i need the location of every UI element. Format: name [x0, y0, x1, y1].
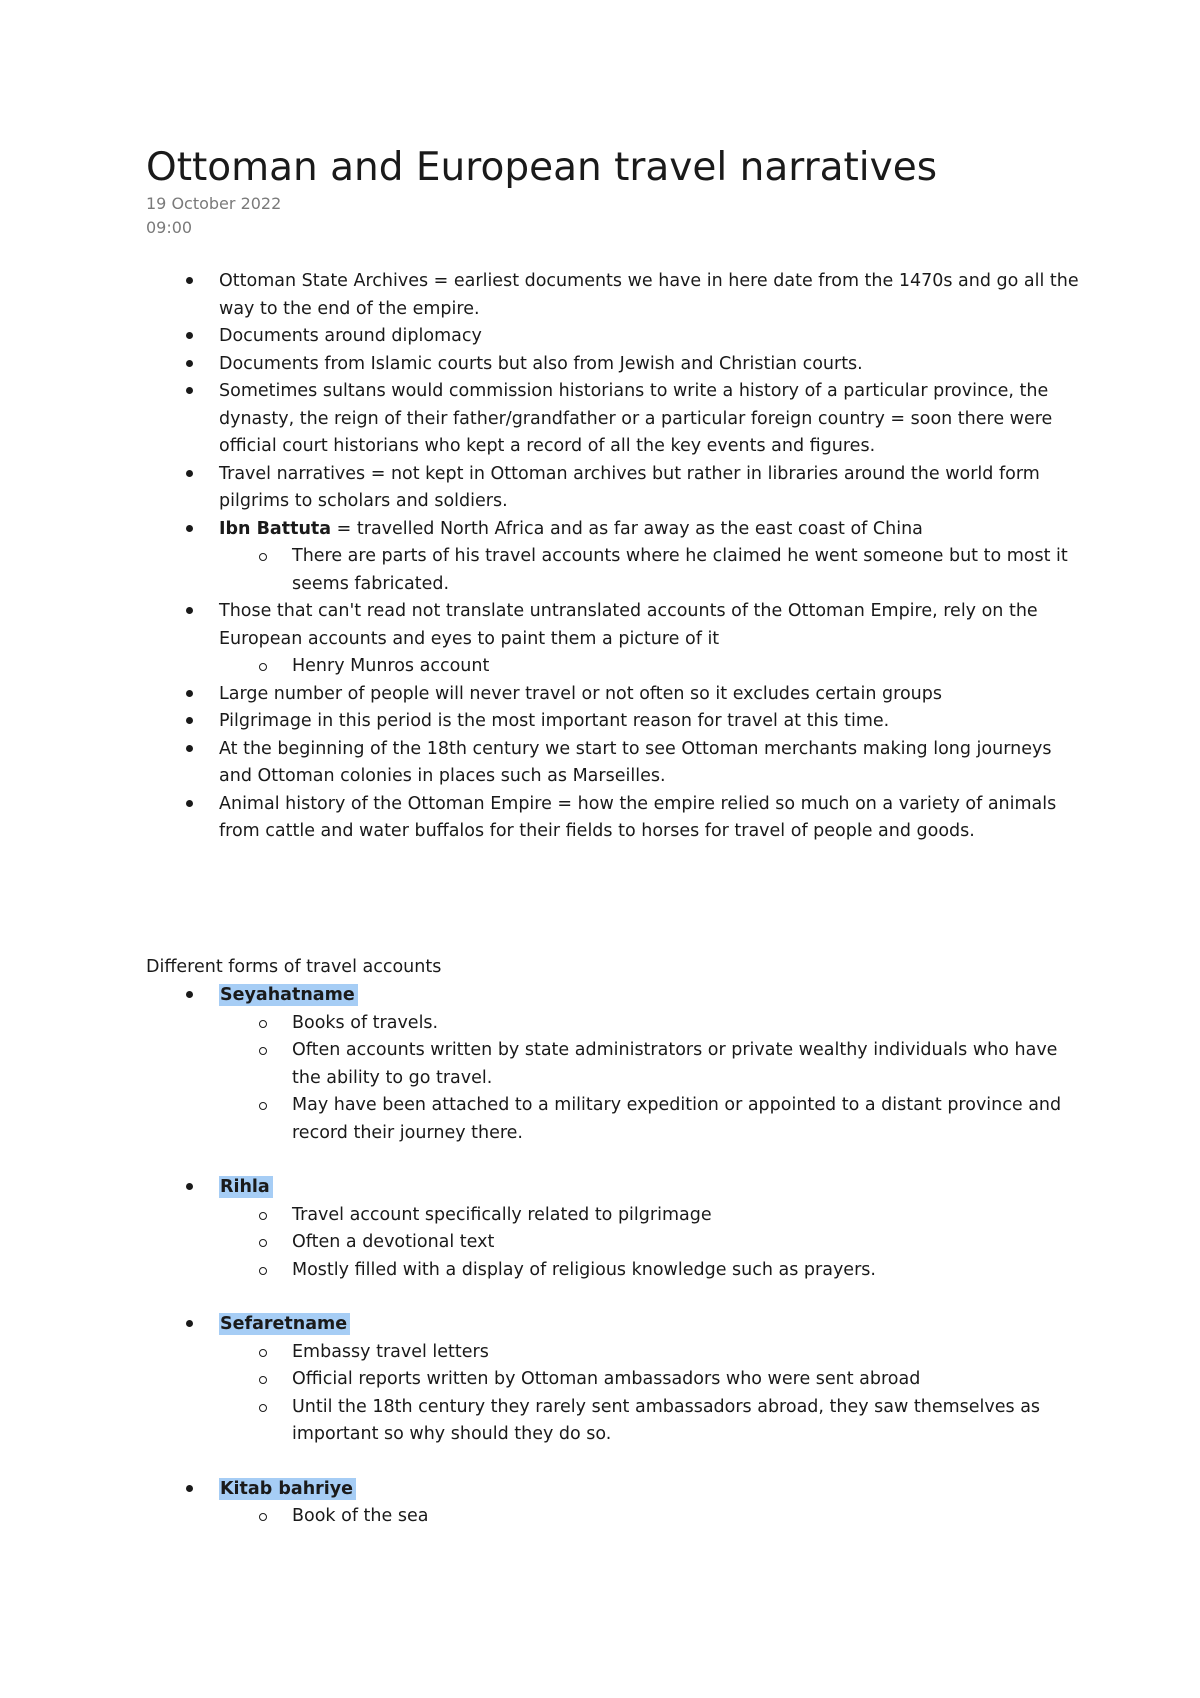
note-item[interactable]: [146, 598, 1086, 681]
sub-item[interactable]: [292, 1366, 1086, 1394]
sub-item-text: Often a devotional text: [292, 1232, 495, 1252]
hollow-bullet-icon: [259, 1513, 267, 1521]
note-text: [219, 516, 1086, 544]
forms-list: [146, 982, 1086, 1531]
hollow-bullet-icon: [259, 1212, 267, 1220]
sub-item-text: Embassy travel letters: [292, 1341, 489, 1362]
note-item[interactable]: [146, 461, 1086, 516]
bullet-icon: [186, 1320, 193, 1327]
bullet-icon: [186, 991, 193, 998]
page-time: 09:00: [146, 218, 193, 237]
note-body: Pilgrimage in this period is the most important reason for travel at this time.: [219, 711, 890, 731]
form-item[interactable]: [146, 1476, 1086, 1531]
form-item[interactable]: [146, 1174, 1086, 1284]
note-item[interactable]: [146, 736, 1086, 791]
form-term: Seyahatname: [219, 984, 358, 1006]
bullet-icon: [186, 745, 193, 752]
form-term: Kitab bahriye: [219, 1478, 356, 1500]
note-body: Documents around diplomacy: [219, 326, 482, 346]
note-item[interactable]: [146, 516, 1086, 599]
page-date: 19 October 2022: [146, 194, 282, 213]
sub-item[interactable]: [292, 1257, 1086, 1285]
note-text: [219, 791, 1086, 846]
bullet-icon: [186, 1485, 193, 1492]
note-body: Animal history of the Ottoman Empire = how the empire relied so much on a variety of animals from cattle and water buffalos for their fields to horses for travel of people and goods.: [219, 793, 1057, 841]
bullet-icon: [186, 470, 193, 477]
sub-item-text: Books of travels.: [292, 1012, 439, 1033]
bullet-icon: [186, 717, 193, 724]
hollow-bullet-icon: [259, 1404, 267, 1412]
form-term-row: [219, 982, 1086, 1010]
sub-item[interactable]: [292, 1092, 1086, 1147]
forms-heading[interactable]: Different forms of travel accounts: [146, 957, 442, 977]
note-text: [219, 708, 1086, 736]
note-body: Large number of people will never travel or not often so it excludes certain groups: [219, 683, 942, 704]
hollow-bullet-icon: [259, 1047, 267, 1055]
sub-item[interactable]: [292, 1010, 1086, 1038]
hollow-bullet-icon: [259, 1020, 267, 1028]
sub-item-text: Book of the sea: [292, 1506, 429, 1526]
sub-item-text: Official reports written by Ottoman ambassadors who were sent abroad: [292, 1369, 921, 1389]
form-term-row: [219, 1476, 1086, 1504]
form-term-row: [219, 1174, 1086, 1202]
note-lead: Ibn Battuta: [219, 518, 332, 539]
note-text: [219, 598, 1086, 653]
notes-list: [146, 268, 1086, 846]
form-item[interactable]: [146, 1311, 1086, 1449]
note-text: [219, 268, 1086, 323]
sub-item-text: Henry Munros account: [292, 656, 490, 676]
page-title[interactable]: Ottoman and European travel narratives: [146, 145, 938, 190]
sub-item-text: Often accounts written by state administrators or private wealthy individuals who have the ability to go travel.: [292, 1040, 1058, 1088]
hollow-bullet-icon: [259, 1267, 267, 1275]
note-sublist: [219, 653, 1086, 681]
sub-item[interactable]: [292, 1339, 1086, 1367]
form-sublist: [219, 1202, 1086, 1285]
sub-item[interactable]: [292, 1503, 1086, 1531]
form-sublist: [219, 1339, 1086, 1449]
note-sublist: [219, 543, 1086, 598]
sub-item[interactable]: [292, 543, 1086, 598]
hollow-bullet-icon: [259, 1349, 267, 1357]
sub-item-text: Until the 18th century they rarely sent ambassadors abroad, they saw themselves as important so why should they do so.: [292, 1396, 1041, 1444]
sub-item[interactable]: [292, 1394, 1086, 1449]
note-text: [219, 461, 1086, 516]
note-item[interactable]: [146, 268, 1086, 323]
sub-item[interactable]: [292, 1229, 1086, 1257]
bullet-icon: [186, 387, 193, 394]
note-item[interactable]: [146, 351, 1086, 379]
bullet-icon: [186, 332, 193, 339]
hollow-bullet-icon: [259, 663, 267, 671]
note-text: [219, 351, 1086, 379]
note-text: [219, 681, 1086, 709]
bullet-icon: [186, 277, 193, 284]
note-text: [219, 736, 1086, 791]
note-item[interactable]: [146, 791, 1086, 846]
bullet-icon: [186, 1183, 193, 1190]
note-body: Ottoman State Archives = earliest documents we have in here date from the 1470s and go all the way to the end of the empire.: [219, 271, 1079, 319]
note-item[interactable]: [146, 378, 1086, 461]
note-body: At the beginning of the 18th century we start to see Ottoman merchants making long journeys and Ottoman colonies in places such as Marseilles.: [219, 738, 1052, 786]
note-item[interactable]: [146, 681, 1086, 709]
sub-item-text: Travel account specifically related to pilgrimage: [292, 1204, 712, 1225]
hollow-bullet-icon: [259, 1102, 267, 1110]
form-sublist: [219, 1010, 1086, 1148]
note-text: [219, 323, 1086, 351]
note-item[interactable]: [146, 323, 1086, 351]
bullet-icon: [186, 690, 193, 697]
form-term-row: [219, 1311, 1086, 1339]
hollow-bullet-icon: [259, 1376, 267, 1384]
sub-item-text: May have been attached to a military expedition or appointed to a distant province and record their journey there.: [292, 1095, 1062, 1143]
hollow-bullet-icon: [259, 553, 267, 561]
sub-item-text: There are parts of his travel accounts where he claimed he went someone but to most it seems fabricated.: [292, 546, 1068, 594]
hollow-bullet-icon: [259, 1239, 267, 1247]
note-body: Travel narratives = not kept in Ottoman archives but rather in libraries around the world form pilgrims to scholars and soldiers.: [219, 463, 1040, 511]
note-body: Documents from Islamic courts but also from Jewish and Christian courts.: [219, 353, 863, 374]
note-body: = travelled North Africa and as far away as the east coast of China: [331, 518, 923, 539]
bullet-icon: [186, 360, 193, 367]
sub-item[interactable]: [292, 1202, 1086, 1230]
form-term: Sefaretname: [219, 1313, 350, 1335]
sub-item-text: Mostly filled with a display of religious knowledge such as prayers.: [292, 1259, 876, 1280]
note-body: Those that can't read not translate untranslated accounts of the Ottoman Empire, rely on the European accounts and eyes to paint them a picture of it: [219, 601, 1038, 649]
note-item[interactable]: [146, 708, 1086, 736]
note-text: [219, 378, 1086, 461]
form-item[interactable]: [146, 982, 1086, 1147]
note-body: Sometimes sultans would commission historians to write a history of a particular province, the dynasty, the reign of their father/grandfather or a particular foreign country = soon there were official court historians who kept a record of all the key events and figures.: [219, 381, 1053, 456]
sub-item[interactable]: [292, 653, 1086, 681]
bullet-icon: [186, 525, 193, 532]
bullet-icon: [186, 607, 193, 614]
form-term: Rihla: [219, 1176, 273, 1198]
bullet-icon: [186, 800, 193, 807]
sub-item[interactable]: [292, 1037, 1086, 1092]
form-sublist: [219, 1503, 1086, 1531]
